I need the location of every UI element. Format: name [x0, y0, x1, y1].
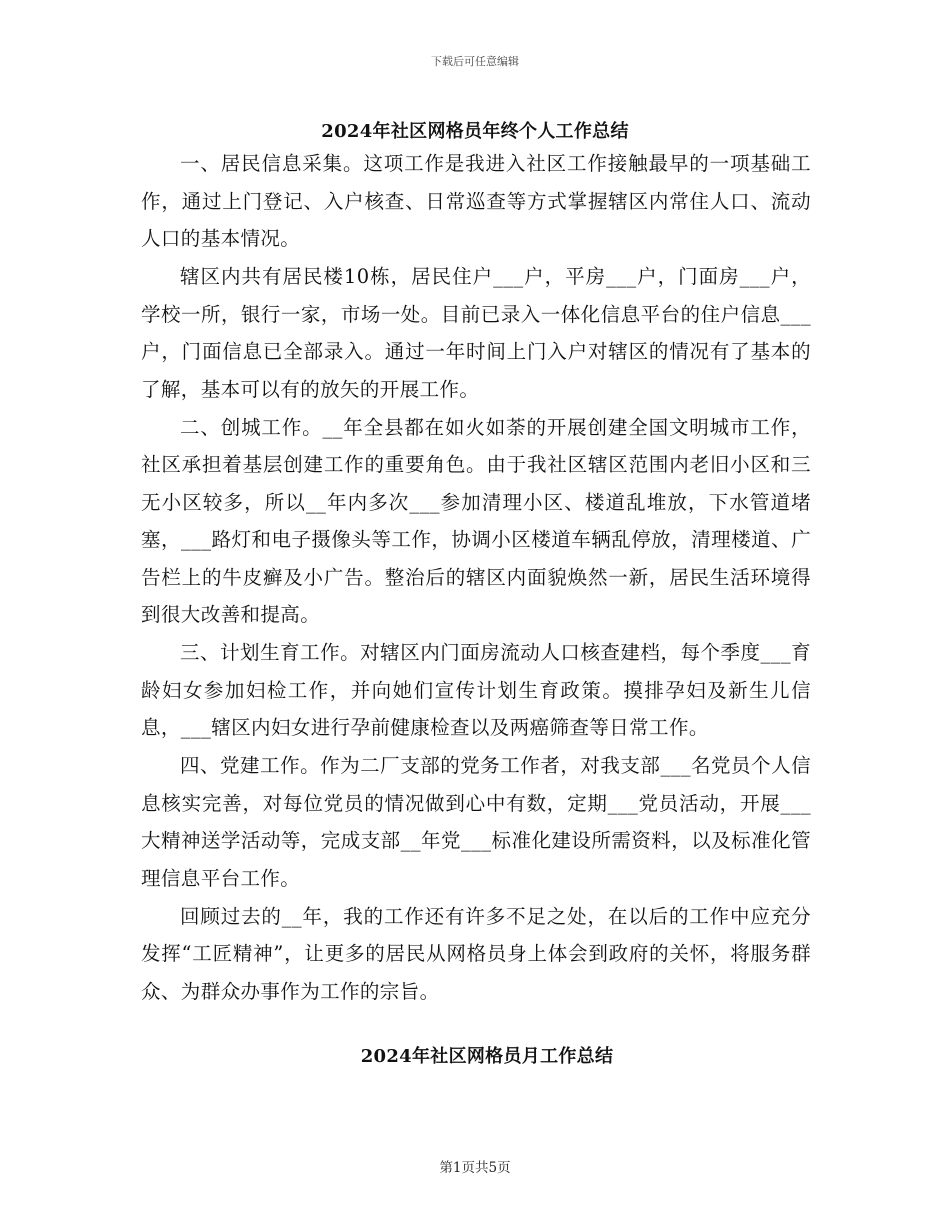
- paragraph-resident-info: 一、居民信息采集。这项工作是我进入社区工作接触最早的一项基础工作，通过上门登记、入户核查、日常巡查等方式掌握辖区内常住人口、流动人口的基本情况。: [141, 152, 811, 250]
- paragraph-jurisdiction-stats: 辖区内共有居民楼10栋，居民住户___户，平房___户，门面房___户，学校一所，银行一家，市场一处。目前已录入一体化信息平台的住户信息___户，门面信息已全部录入。通过一年时间上门入户对辖区的情况有了基本的了解，基本可以有的放矢的开展工作。: [141, 265, 811, 401]
- paragraph-review: 回顾过去的__年，我的工作还有许多不足之处，在以后的工作中应充分发挥“工匠精神”，让更多的居民从网格员身上体会到政府的关怀，将服务群众、为群众办事作为工作的宗旨。: [141, 904, 811, 1003]
- paragraph-family-planning: 三、计划生育工作。对辖区内门面房流动人口核查建档，每个季度___育龄妇女参加妇检工作，并向她们宣传计划生育政策。摸排孕妇及新生儿信息，___辖区内妇女进行孕前健康检查以及两癌筛查等日常工作。: [141, 641, 811, 739]
- document-title: 2024年社区网格员年终个人工作总结: [321, 121, 629, 142]
- document-body: [141, 145, 811, 1011]
- section-title-monthly: 2024年社区网格员月工作总结: [360, 1046, 614, 1067]
- paragraph-civilized-city: 二、创城工作。__年全县都在如火如荼的开展创建全国文明城市工作，社区承担着基层创建工作的重要角色。由于我社区辖区范围内老旧小区和三无小区较多，所以__年内多次___参加清理小区、楼道乱堆放，下水管道堵塞，___路灯和电子摄像头等工作，协调小区楼道车辆乱停放，清理楼道、广告栏上的牛皮癣及小广告。整治后的辖区内面貌焕然一新，居民生活环境得到很大改善和提高。: [141, 415, 811, 626]
- paragraph-party-building: 四、党建工作。作为二厂支部的党务工作者，对我支部___名党员个人信息核实完善，对每位党员的情况做到心中有数，定期___党员活动，开展___大精神送学活动等，完成支部__年党___标准化建设所需资料，以及标准化管理信息平台工作。: [141, 754, 811, 890]
- page-header-note: 下载后可任意编辑: [431, 55, 519, 68]
- page-footer-number: 第1页共5页: [439, 1160, 511, 1176]
